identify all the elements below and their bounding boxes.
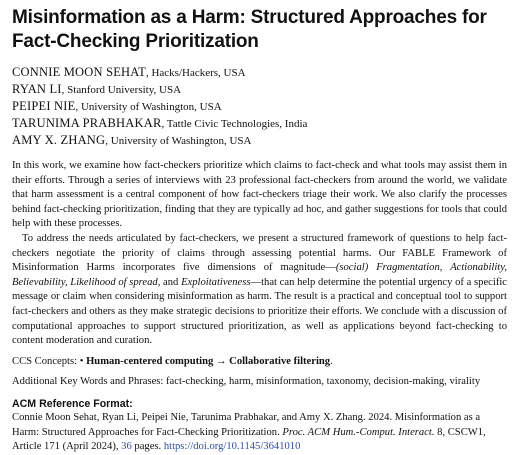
- author-entry: [12, 98, 507, 115]
- author-name: AMY X. ZHANG: [12, 133, 106, 147]
- author-entry: [12, 132, 507, 149]
- keywords: Additional Key Words and Phrases: fact-checking, harm, misinformation, taxonomy, decision-making, virality: [12, 376, 481, 388]
- author-entry: [12, 115, 507, 132]
- abstract-text: To address the needs articulated by fact-checkers, we present a structured framework of questions to help fact-checkers negotiate the priority of claims through assessing potential harms. Our FABLE Framework of Misinformation Harms incorporates five dimensions of magnitude—: [12, 232, 507, 274]
- paper-metadata: [12, 355, 507, 390]
- abstract-dimension-last: Exploitativeness: [181, 276, 251, 288]
- reference-format: [12, 411, 507, 455]
- author-entry: [12, 81, 507, 98]
- page-count-link[interactable]: 36: [121, 441, 132, 453]
- author-name: TARUNIMA PRABHAKAR: [12, 116, 162, 130]
- reference-text: 8, CSCW1, Article 171 (April 2024),: [12, 426, 486, 453]
- doi-link[interactable]: https://doi.org/10.1145/3641010: [163, 441, 301, 453]
- reference-text: pages.: [131, 441, 164, 453]
- abstract-text: —that can help determine the potential urgency of a specific message or claim when considering misinformation as harm. The result is a practical and conceptual tool to support fact-checkers and others as they make strategic decisions to prioritize their efforts. We conclude with a discussion of computational approaches to support structured prioritization, as well as applications beyond fact-checking to content moderation and curation.: [12, 276, 507, 347]
- author-affiliation: , University of Washington, USA: [105, 135, 252, 147]
- ccs-end: .: [330, 355, 333, 367]
- author-affiliation: , Hacks/Hackers, USA: [145, 67, 246, 79]
- author-affiliation: , Stanford University, USA: [61, 84, 182, 96]
- author-affiliation: , Tattle Civic Technologies, India: [161, 118, 308, 130]
- paper-title: Misinformation as a Harm: Structured Approaches for Fact-Checking Prioritization: [12, 7, 487, 52]
- abstract-dimensions: (social) Fragmentation, Actionability, Believability, Likelihood of spread,: [12, 262, 507, 288]
- abstract-text: and: [160, 276, 182, 288]
- ccs-concepts: [12, 355, 507, 370]
- author-name: PEIPEI NIE: [12, 99, 76, 113]
- reference-heading: ACM Reference Format:: [12, 397, 133, 410]
- abstract: [12, 159, 507, 349]
- reference-journal: Proc. ACM Hum.-Comput. Interact.: [282, 426, 435, 438]
- abstract-paragraph-1: In this work, we examine how fact-checkers prioritize which claims to fact-check and what tools may assist them in their efforts. Through a series of interviews with 23 professional fact-checkers from around the world, we validate that harm assessment is a central component of how fact-checkers triage their work. We also clarify the processes behind fact-checking prioritization, finding that they are typically ad hoc, and gather suggestions for tools that could help with these processes.: [12, 160, 507, 230]
- author-entry: [12, 64, 507, 81]
- ccs-label: CCS Concepts: •: [12, 355, 87, 367]
- author-name: RYAN LI: [12, 82, 62, 96]
- author-affiliation: , University of Washington, USA: [75, 101, 222, 113]
- ccs-concept: Human-centered computing → Collaborative filtering: [86, 355, 331, 367]
- abstract-paragraph-2: [12, 232, 507, 349]
- author-name: CONNIE MOON SEHAT: [12, 65, 146, 79]
- reference-text: Connie Moon Sehat, Ryan Li, Peipei Nie, Tarunima Prabhakar, and Amy X. Zhang. 2024. Misinformation as a Harm: Structured Approaches for Fact-Checking Prioritization.: [12, 411, 481, 438]
- author-list: [12, 64, 507, 149]
